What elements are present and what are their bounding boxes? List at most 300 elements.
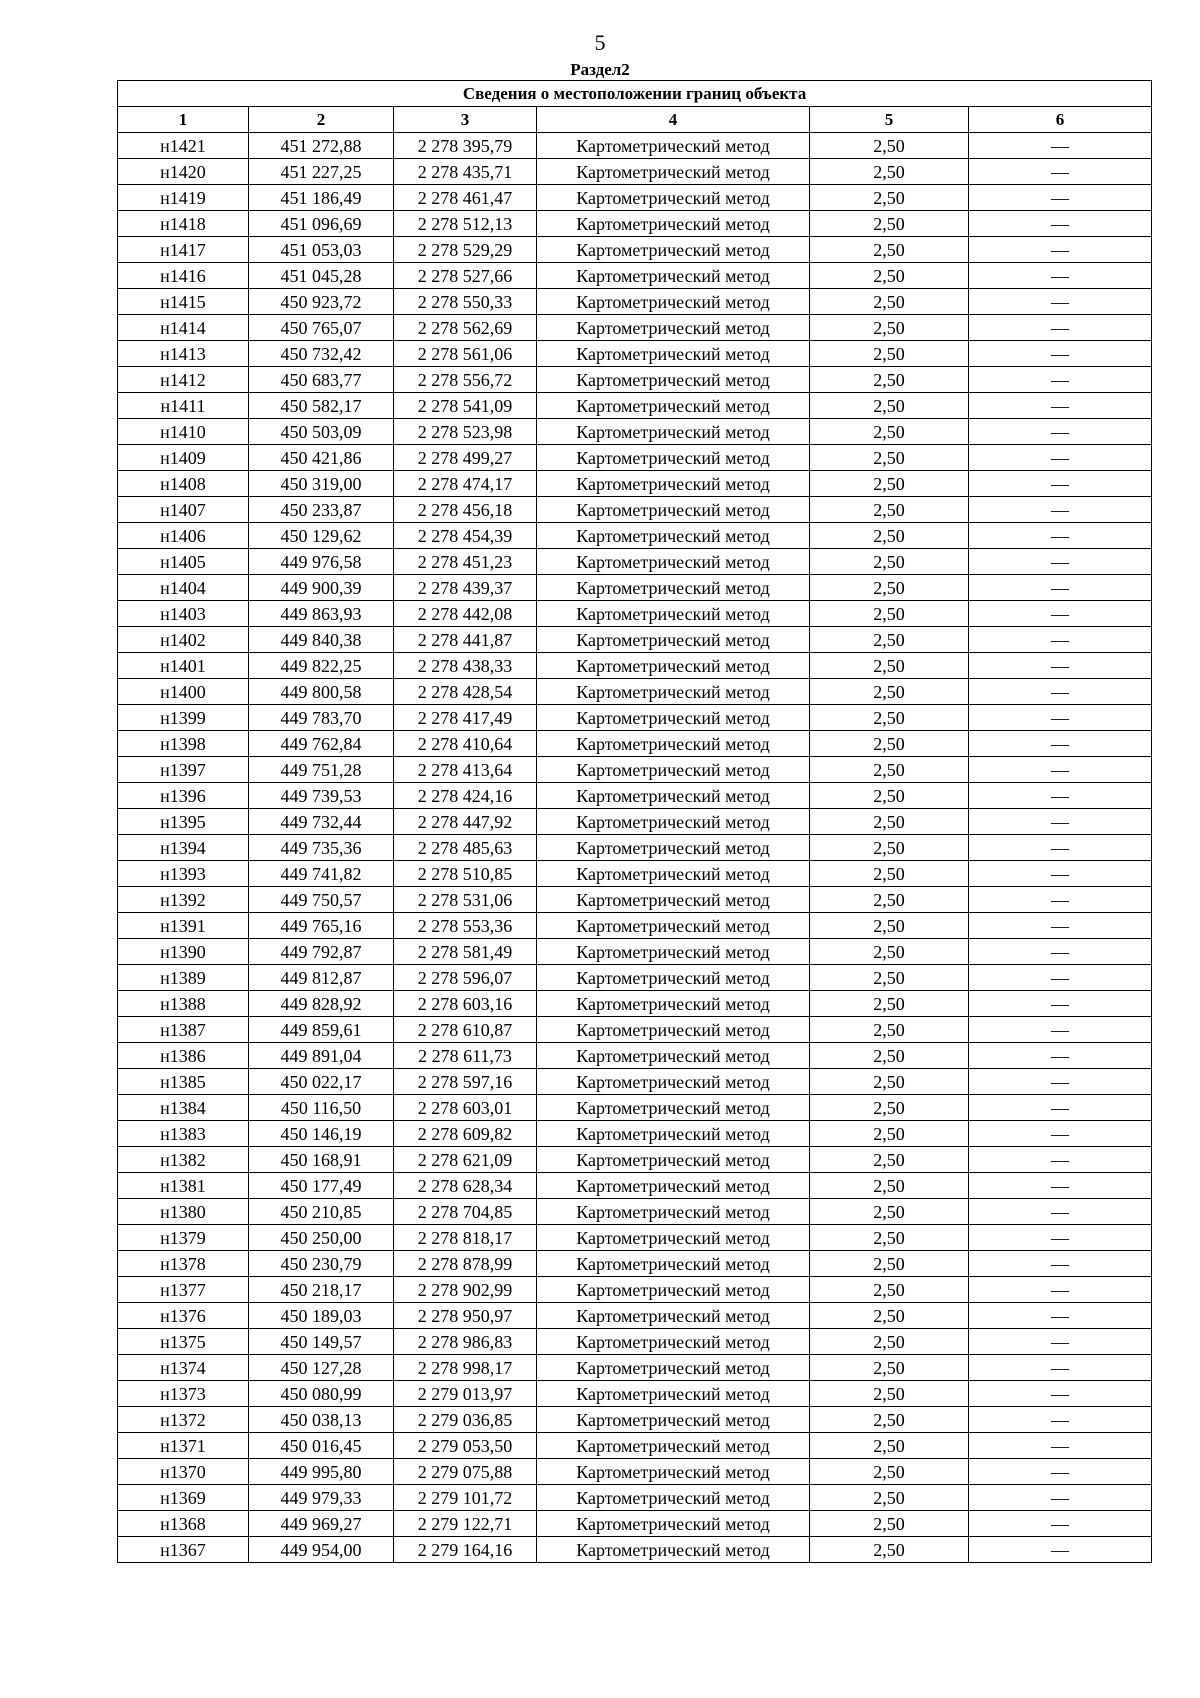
description-cell: — (969, 1121, 1152, 1147)
table-row (118, 1173, 1152, 1199)
y-coordinate-cell: 2 278 553,36 (394, 913, 537, 939)
x-coordinate-cell: 449 750,57 (249, 887, 394, 913)
point-id-cell: н1375 (118, 1329, 249, 1355)
table-row (118, 1277, 1152, 1303)
y-coordinate-cell: 2 278 439,37 (394, 575, 537, 601)
x-coordinate-cell: 449 976,58 (249, 549, 394, 575)
table-row (118, 393, 1152, 419)
accuracy-cell: 2,50 (810, 159, 969, 185)
method-cell: Картометрический метод (537, 133, 810, 159)
table-row (118, 757, 1152, 783)
point-id-cell: н1406 (118, 523, 249, 549)
x-coordinate-cell: 450 218,17 (249, 1277, 394, 1303)
accuracy-cell: 2,50 (810, 1381, 969, 1407)
point-id-cell: н1421 (118, 133, 249, 159)
column-header-1: 1 (118, 107, 249, 133)
method-cell: Картометрический метод (537, 627, 810, 653)
method-cell: Картометрический метод (537, 1173, 810, 1199)
point-id-cell: н1404 (118, 575, 249, 601)
description-cell: — (969, 835, 1152, 861)
description-cell: — (969, 783, 1152, 809)
accuracy-cell: 2,50 (810, 1485, 969, 1511)
table-row (118, 1121, 1152, 1147)
description-cell: — (969, 757, 1152, 783)
y-coordinate-cell: 2 279 101,72 (394, 1485, 537, 1511)
table-row (118, 471, 1152, 497)
description-cell: — (969, 679, 1152, 705)
table-row (118, 861, 1152, 887)
method-cell: Картометрический метод (537, 393, 810, 419)
accuracy-cell: 2,50 (810, 341, 969, 367)
accuracy-cell: 2,50 (810, 1303, 969, 1329)
point-id-cell: н1395 (118, 809, 249, 835)
accuracy-cell: 2,50 (810, 1017, 969, 1043)
x-coordinate-cell: 449 800,58 (249, 679, 394, 705)
description-cell: — (969, 1043, 1152, 1069)
y-coordinate-cell: 2 278 529,29 (394, 237, 537, 263)
method-cell: Картометрический метод (537, 1433, 810, 1459)
table-row (118, 601, 1152, 627)
method-cell: Картометрический метод (537, 1199, 810, 1225)
x-coordinate-cell: 450 189,03 (249, 1303, 394, 1329)
method-cell: Картометрический метод (537, 341, 810, 367)
y-coordinate-cell: 2 278 527,66 (394, 263, 537, 289)
point-id-cell: н1397 (118, 757, 249, 783)
accuracy-cell: 2,50 (810, 731, 969, 757)
description-cell: — (969, 861, 1152, 887)
accuracy-cell: 2,50 (810, 1277, 969, 1303)
x-coordinate-cell: 450 582,17 (249, 393, 394, 419)
method-cell: Картометрический метод (537, 1511, 810, 1537)
y-coordinate-cell: 2 278 454,39 (394, 523, 537, 549)
table-row (118, 1017, 1152, 1043)
description-cell: — (969, 1355, 1152, 1381)
point-id-cell: н1416 (118, 263, 249, 289)
x-coordinate-cell: 449 792,87 (249, 939, 394, 965)
x-coordinate-cell: 450 038,13 (249, 1407, 394, 1433)
point-id-cell: н1389 (118, 965, 249, 991)
accuracy-cell: 2,50 (810, 1069, 969, 1095)
method-cell: Картометрический метод (537, 653, 810, 679)
y-coordinate-cell: 2 278 447,92 (394, 809, 537, 835)
accuracy-cell: 2,50 (810, 367, 969, 393)
method-cell: Картометрический метод (537, 705, 810, 731)
table-row (118, 809, 1152, 835)
table-row (118, 549, 1152, 575)
method-cell: Картометрический метод (537, 991, 810, 1017)
y-coordinate-cell: 2 278 902,99 (394, 1277, 537, 1303)
method-cell: Картометрический метод (537, 289, 810, 315)
method-cell: Картометрический метод (537, 1303, 810, 1329)
accuracy-cell: 2,50 (810, 913, 969, 939)
table-row (118, 835, 1152, 861)
x-coordinate-cell: 449 762,84 (249, 731, 394, 757)
table-row (118, 731, 1152, 757)
description-cell: — (969, 939, 1152, 965)
point-id-cell: н1387 (118, 1017, 249, 1043)
accuracy-cell: 2,50 (810, 1199, 969, 1225)
accuracy-cell: 2,50 (810, 783, 969, 809)
method-cell: Картометрический метод (537, 185, 810, 211)
accuracy-cell: 2,50 (810, 419, 969, 445)
description-cell: — (969, 991, 1152, 1017)
accuracy-cell: 2,50 (810, 601, 969, 627)
y-coordinate-cell: 2 278 417,49 (394, 705, 537, 731)
description-cell: — (969, 549, 1152, 575)
method-cell: Картометрический метод (537, 211, 810, 237)
accuracy-cell: 2,50 (810, 1225, 969, 1251)
method-cell: Картометрический метод (537, 549, 810, 575)
x-coordinate-cell: 450 080,99 (249, 1381, 394, 1407)
method-cell: Картометрический метод (537, 1381, 810, 1407)
description-cell: — (969, 913, 1152, 939)
point-id-cell: н1368 (118, 1511, 249, 1537)
description-cell: — (969, 1225, 1152, 1251)
y-coordinate-cell: 2 278 998,17 (394, 1355, 537, 1381)
y-coordinate-cell: 2 278 531,06 (394, 887, 537, 913)
accuracy-cell: 2,50 (810, 393, 969, 419)
y-coordinate-cell: 2 278 609,82 (394, 1121, 537, 1147)
table-row (118, 445, 1152, 471)
method-cell: Картометрический метод (537, 263, 810, 289)
method-cell: Картометрический метод (537, 965, 810, 991)
description-cell: — (969, 1173, 1152, 1199)
y-coordinate-cell: 2 278 435,71 (394, 159, 537, 185)
table-row (118, 1199, 1152, 1225)
table-row (118, 497, 1152, 523)
point-id-cell: н1379 (118, 1225, 249, 1251)
description-cell: — (969, 887, 1152, 913)
method-cell: Картометрический метод (537, 913, 810, 939)
x-coordinate-cell: 450 168,91 (249, 1147, 394, 1173)
table-row (118, 627, 1152, 653)
point-id-cell: н1418 (118, 211, 249, 237)
point-id-cell: н1376 (118, 1303, 249, 1329)
accuracy-cell: 2,50 (810, 575, 969, 601)
point-id-cell: н1388 (118, 991, 249, 1017)
table-row (118, 211, 1152, 237)
y-coordinate-cell: 2 278 603,01 (394, 1095, 537, 1121)
method-cell: Картометрический метод (537, 679, 810, 705)
y-coordinate-cell: 2 278 610,87 (394, 1017, 537, 1043)
y-coordinate-cell: 2 278 485,63 (394, 835, 537, 861)
y-coordinate-cell: 2 279 122,71 (394, 1511, 537, 1537)
y-coordinate-cell: 2 278 474,17 (394, 471, 537, 497)
accuracy-cell: 2,50 (810, 1407, 969, 1433)
table-row (118, 939, 1152, 965)
y-coordinate-cell: 2 278 986,83 (394, 1329, 537, 1355)
table-row (118, 679, 1152, 705)
y-coordinate-cell: 2 279 075,88 (394, 1459, 537, 1485)
accuracy-cell: 2,50 (810, 1121, 969, 1147)
y-coordinate-cell: 2 278 456,18 (394, 497, 537, 523)
table-caption-row (118, 81, 1152, 107)
x-coordinate-cell: 450 149,57 (249, 1329, 394, 1355)
method-cell: Картометрический метод (537, 497, 810, 523)
method-cell: Картометрический метод (537, 1095, 810, 1121)
method-cell: Картометрический метод (537, 731, 810, 757)
point-id-cell: н1420 (118, 159, 249, 185)
accuracy-cell: 2,50 (810, 965, 969, 991)
table-caption: Сведения о местоположении границ объекта (118, 81, 1152, 107)
point-id-cell: н1371 (118, 1433, 249, 1459)
accuracy-cell: 2,50 (810, 809, 969, 835)
x-coordinate-cell: 451 272,88 (249, 133, 394, 159)
y-coordinate-cell: 2 278 461,47 (394, 185, 537, 211)
accuracy-cell: 2,50 (810, 471, 969, 497)
accuracy-cell: 2,50 (810, 627, 969, 653)
description-cell: — (969, 1433, 1152, 1459)
y-coordinate-cell: 2 279 036,85 (394, 1407, 537, 1433)
accuracy-cell: 2,50 (810, 445, 969, 471)
description-cell: — (969, 315, 1152, 341)
y-coordinate-cell: 2 278 512,13 (394, 211, 537, 237)
accuracy-cell: 2,50 (810, 1459, 969, 1485)
method-cell: Картометрический метод (537, 1069, 810, 1095)
method-cell: Картометрический метод (537, 757, 810, 783)
point-id-cell: н1373 (118, 1381, 249, 1407)
point-id-cell: н1377 (118, 1277, 249, 1303)
x-coordinate-cell: 449 765,16 (249, 913, 394, 939)
point-id-cell: н1413 (118, 341, 249, 367)
description-cell: — (969, 237, 1152, 263)
table-row (118, 341, 1152, 367)
table-row (118, 523, 1152, 549)
description-cell: — (969, 1459, 1152, 1485)
table-body (118, 133, 1152, 1563)
table-row (118, 1043, 1152, 1069)
accuracy-cell: 2,50 (810, 1355, 969, 1381)
point-id-cell: н1419 (118, 185, 249, 211)
table-row (118, 1069, 1152, 1095)
description-cell: — (969, 523, 1152, 549)
point-id-cell: н1390 (118, 939, 249, 965)
description-cell: — (969, 601, 1152, 627)
accuracy-cell: 2,50 (810, 1095, 969, 1121)
y-coordinate-cell: 2 278 603,16 (394, 991, 537, 1017)
x-coordinate-cell: 451 186,49 (249, 185, 394, 211)
description-cell: — (969, 1485, 1152, 1511)
x-coordinate-cell: 449 900,39 (249, 575, 394, 601)
description-cell: — (969, 1277, 1152, 1303)
y-coordinate-cell: 2 278 541,09 (394, 393, 537, 419)
x-coordinate-cell: 451 227,25 (249, 159, 394, 185)
method-cell: Картометрический метод (537, 1147, 810, 1173)
table-row (118, 133, 1152, 159)
method-cell: Картометрический метод (537, 1355, 810, 1381)
page-number: 5 (594, 30, 606, 55)
accuracy-cell: 2,50 (810, 185, 969, 211)
y-coordinate-cell: 2 278 424,16 (394, 783, 537, 809)
point-id-cell: н1405 (118, 549, 249, 575)
x-coordinate-cell: 449 863,93 (249, 601, 394, 627)
method-cell: Картометрический метод (537, 601, 810, 627)
accuracy-cell: 2,50 (810, 289, 969, 315)
y-coordinate-cell: 2 278 597,16 (394, 1069, 537, 1095)
x-coordinate-cell: 449 859,61 (249, 1017, 394, 1043)
x-coordinate-cell: 450 923,72 (249, 289, 394, 315)
accuracy-cell: 2,50 (810, 861, 969, 887)
point-id-cell: н1401 (118, 653, 249, 679)
method-cell: Картометрический метод (537, 1017, 810, 1043)
x-coordinate-cell: 451 096,69 (249, 211, 394, 237)
y-coordinate-cell: 2 278 596,07 (394, 965, 537, 991)
description-cell: — (969, 1017, 1152, 1043)
description-cell: — (969, 159, 1152, 185)
method-cell: Картометрический метод (537, 1485, 810, 1511)
y-coordinate-cell: 2 278 442,08 (394, 601, 537, 627)
accuracy-cell: 2,50 (810, 211, 969, 237)
y-coordinate-cell: 2 278 611,73 (394, 1043, 537, 1069)
x-coordinate-cell: 449 969,27 (249, 1511, 394, 1537)
y-coordinate-cell: 2 278 628,34 (394, 1173, 537, 1199)
method-cell: Картометрический метод (537, 159, 810, 185)
point-id-cell: н1412 (118, 367, 249, 393)
table-row (118, 1511, 1152, 1537)
point-id-cell: н1400 (118, 679, 249, 705)
accuracy-cell: 2,50 (810, 887, 969, 913)
table-row (118, 1251, 1152, 1277)
table-row (118, 1329, 1152, 1355)
y-coordinate-cell: 2 278 550,33 (394, 289, 537, 315)
point-id-cell: н1391 (118, 913, 249, 939)
point-id-cell: н1382 (118, 1147, 249, 1173)
accuracy-cell: 2,50 (810, 523, 969, 549)
y-coordinate-cell: 2 278 562,69 (394, 315, 537, 341)
y-coordinate-cell: 2 278 451,23 (394, 549, 537, 575)
accuracy-cell: 2,50 (810, 315, 969, 341)
accuracy-cell: 2,50 (810, 1329, 969, 1355)
description-cell: — (969, 1251, 1152, 1277)
point-id-cell: н1381 (118, 1173, 249, 1199)
table-row (118, 1459, 1152, 1485)
y-coordinate-cell: 2 278 413,64 (394, 757, 537, 783)
table-row (118, 289, 1152, 315)
description-cell: — (969, 185, 1152, 211)
accuracy-cell: 2,50 (810, 1173, 969, 1199)
y-coordinate-cell: 2 278 621,09 (394, 1147, 537, 1173)
description-cell: — (969, 809, 1152, 835)
x-coordinate-cell: 449 751,28 (249, 757, 394, 783)
table-row (118, 1537, 1152, 1563)
x-coordinate-cell: 450 250,00 (249, 1225, 394, 1251)
y-coordinate-cell: 2 278 818,17 (394, 1225, 537, 1251)
table-row (118, 185, 1152, 211)
x-coordinate-cell: 450 116,50 (249, 1095, 394, 1121)
x-coordinate-cell: 449 741,82 (249, 861, 394, 887)
x-coordinate-cell: 450 233,87 (249, 497, 394, 523)
description-cell: — (969, 575, 1152, 601)
table-row (118, 783, 1152, 809)
y-coordinate-cell: 2 279 164,16 (394, 1537, 537, 1563)
method-cell: Картометрический метод (537, 1329, 810, 1355)
point-id-cell: н1374 (118, 1355, 249, 1381)
accuracy-cell: 2,50 (810, 653, 969, 679)
column-header-5: 5 (810, 107, 969, 133)
x-coordinate-cell: 449 739,53 (249, 783, 394, 809)
table-row (118, 575, 1152, 601)
column-header-4: 4 (537, 107, 810, 133)
x-coordinate-cell: 449 979,33 (249, 1485, 394, 1511)
description-cell: — (969, 263, 1152, 289)
description-cell: — (969, 133, 1152, 159)
point-id-cell: н1393 (118, 861, 249, 887)
accuracy-cell: 2,50 (810, 705, 969, 731)
x-coordinate-cell: 450 683,77 (249, 367, 394, 393)
method-cell: Картометрический метод (537, 1043, 810, 1069)
y-coordinate-cell: 2 278 499,27 (394, 445, 537, 471)
y-coordinate-cell: 2 278 561,06 (394, 341, 537, 367)
y-coordinate-cell: 2 278 438,33 (394, 653, 537, 679)
y-coordinate-cell: 2 278 556,72 (394, 367, 537, 393)
accuracy-cell: 2,50 (810, 549, 969, 575)
table-row (118, 1147, 1152, 1173)
description-cell: — (969, 1199, 1152, 1225)
x-coordinate-cell: 450 129,62 (249, 523, 394, 549)
table-row (118, 1225, 1152, 1251)
description-cell: — (969, 1069, 1152, 1095)
x-coordinate-cell: 449 783,70 (249, 705, 394, 731)
y-coordinate-cell: 2 278 950,97 (394, 1303, 537, 1329)
y-coordinate-cell: 2 278 510,85 (394, 861, 537, 887)
x-coordinate-cell: 451 053,03 (249, 237, 394, 263)
accuracy-cell: 2,50 (810, 1511, 969, 1537)
method-cell: Картометрический метод (537, 1459, 810, 1485)
y-coordinate-cell: 2 279 013,97 (394, 1381, 537, 1407)
x-coordinate-cell: 449 822,25 (249, 653, 394, 679)
point-id-cell: н1372 (118, 1407, 249, 1433)
description-cell: — (969, 965, 1152, 991)
accuracy-cell: 2,50 (810, 133, 969, 159)
x-coordinate-cell: 450 210,85 (249, 1199, 394, 1225)
x-coordinate-cell: 450 177,49 (249, 1173, 394, 1199)
description-cell: — (969, 289, 1152, 315)
point-id-cell: н1383 (118, 1121, 249, 1147)
description-cell: — (969, 1511, 1152, 1537)
point-id-cell: н1370 (118, 1459, 249, 1485)
point-id-cell: н1398 (118, 731, 249, 757)
y-coordinate-cell: 2 278 410,64 (394, 731, 537, 757)
table-row (118, 653, 1152, 679)
y-coordinate-cell: 2 278 523,98 (394, 419, 537, 445)
column-header-6: 6 (969, 107, 1152, 133)
accuracy-cell: 2,50 (810, 991, 969, 1017)
description-cell: — (969, 627, 1152, 653)
description-cell: — (969, 1537, 1152, 1563)
point-id-cell: н1411 (118, 393, 249, 419)
method-cell: Картометрический метод (537, 445, 810, 471)
accuracy-cell: 2,50 (810, 1433, 969, 1459)
method-cell: Картометрический метод (537, 939, 810, 965)
table-row (118, 1433, 1152, 1459)
point-id-cell: н1385 (118, 1069, 249, 1095)
x-coordinate-cell: 449 995,80 (249, 1459, 394, 1485)
accuracy-cell: 2,50 (810, 237, 969, 263)
description-cell: — (969, 731, 1152, 757)
description-cell: — (969, 705, 1152, 731)
column-header-3: 3 (394, 107, 537, 133)
x-coordinate-cell: 450 146,19 (249, 1121, 394, 1147)
description-cell: — (969, 497, 1152, 523)
point-id-cell: н1369 (118, 1485, 249, 1511)
x-coordinate-cell: 450 319,00 (249, 471, 394, 497)
accuracy-cell: 2,50 (810, 939, 969, 965)
accuracy-cell: 2,50 (810, 1147, 969, 1173)
y-coordinate-cell: 2 279 053,50 (394, 1433, 537, 1459)
point-id-cell: н1408 (118, 471, 249, 497)
table-row (118, 263, 1152, 289)
point-id-cell: н1409 (118, 445, 249, 471)
